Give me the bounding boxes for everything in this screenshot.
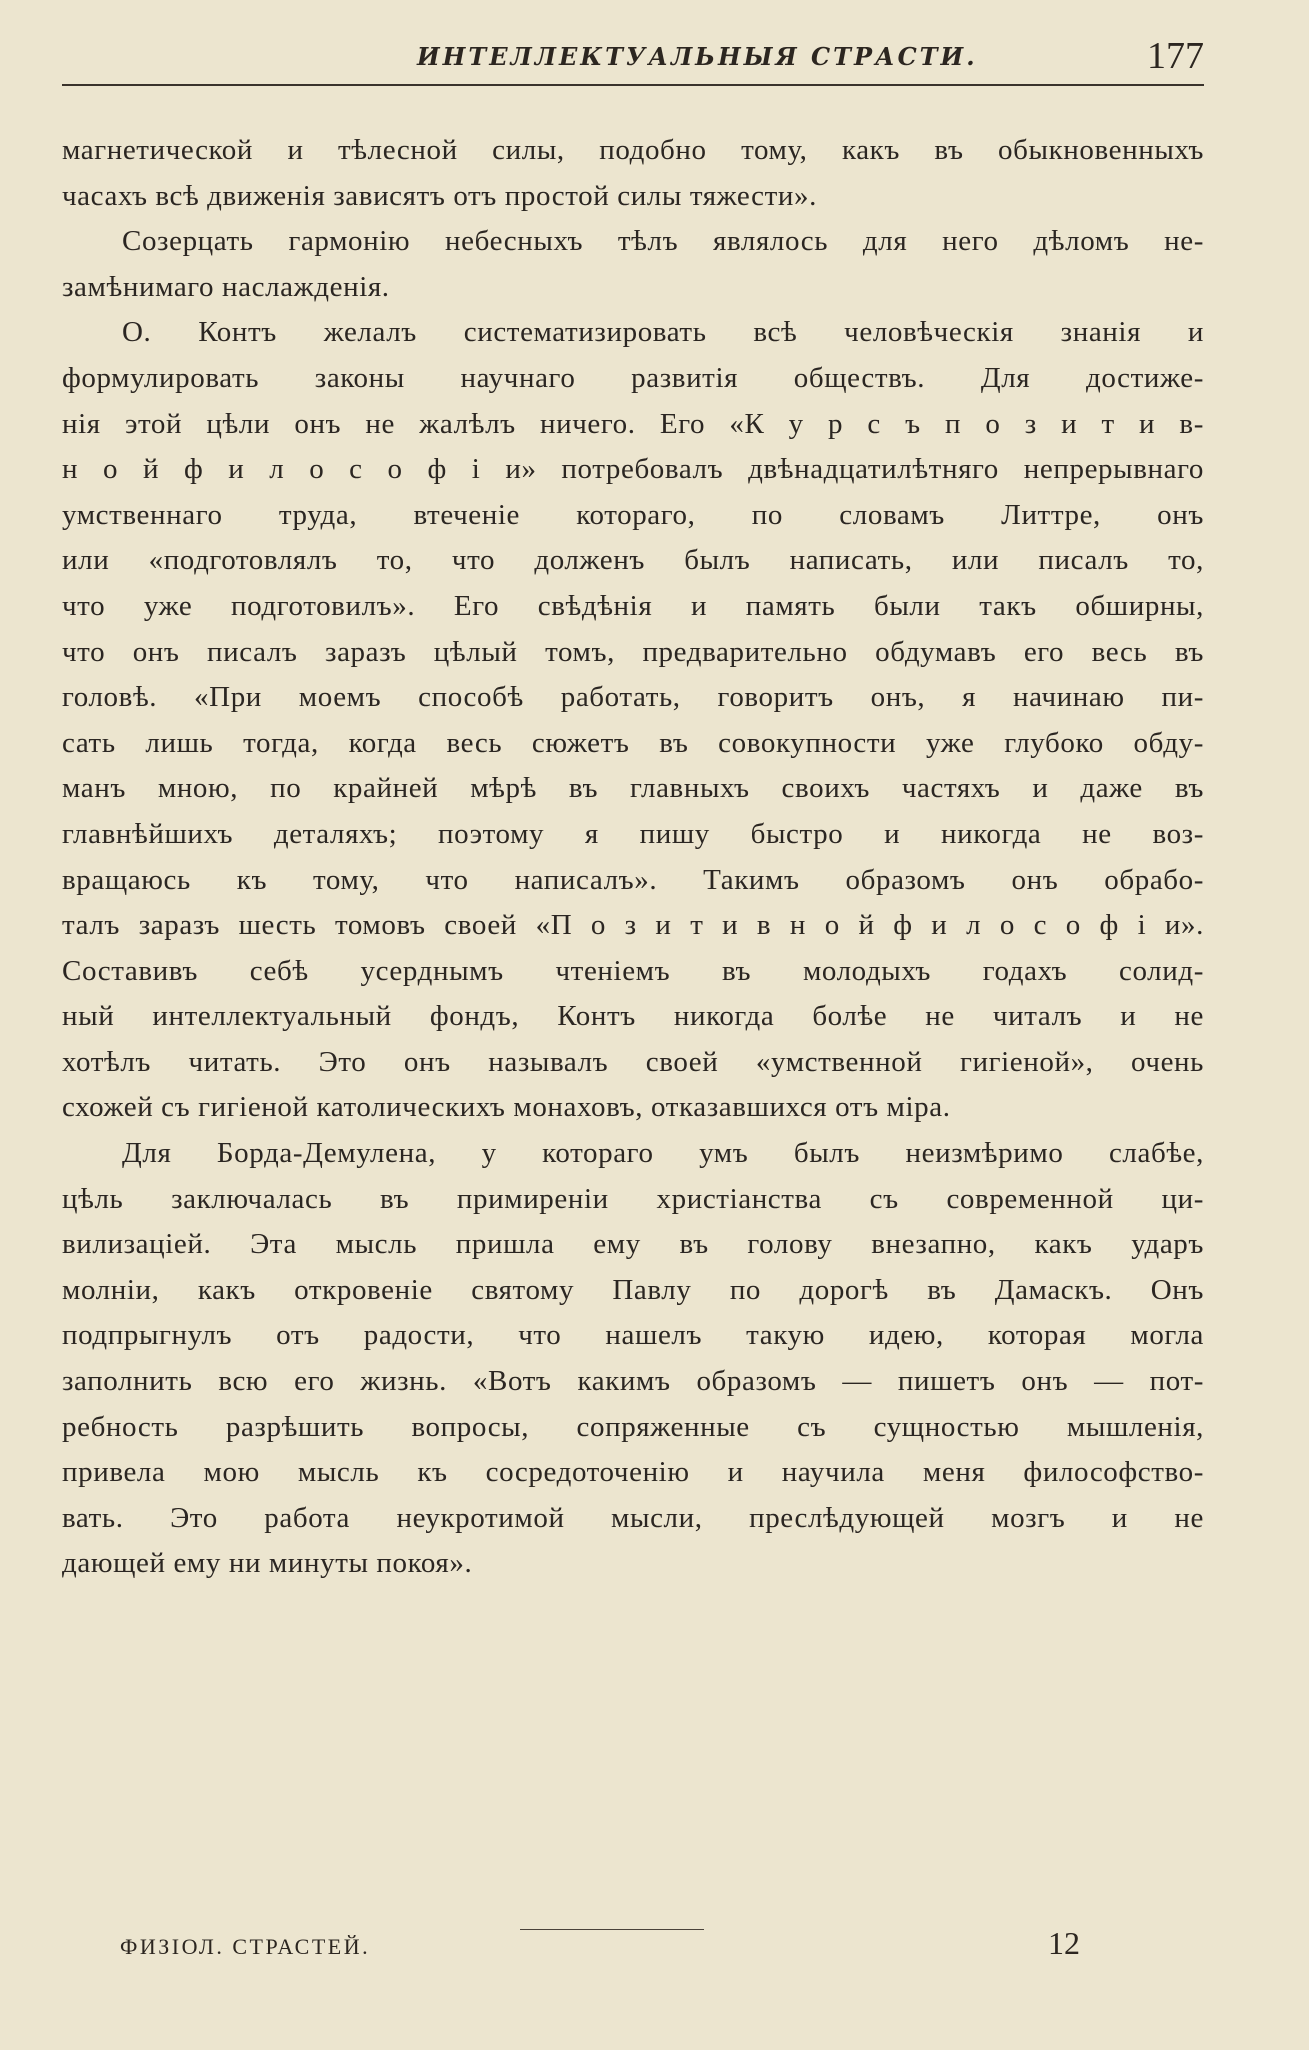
page-number: 177 [1147, 35, 1204, 77]
paragraph-first-line: Для Борда-Демулена, у котораго умъ былъ неизмѣримо слабѣе, [122, 1137, 1204, 1170]
text-line: схожей съ гигіеной католическихъ монаховъ, отказавшихся отъ міра. [62, 1091, 951, 1124]
body-text [62, 128, 1204, 1587]
text-line: нія этой цѣли онъ не жалѣлъ ничего. Его «К у р с ъ п о з и т и в- [62, 407, 1204, 440]
text-line: Составивъ себѣ усерднымъ чтеніемъ въ молодыхъ годахъ солид- [62, 954, 1204, 987]
text-line: ный интеллектуальный фондъ, Контъ никогда болѣе не читалъ и не [62, 1000, 1204, 1033]
text-line: или «подготовлялъ то, что долженъ былъ написать, или писалъ то, [62, 544, 1204, 577]
text-line: н о й ф и л о с о ф і и» потребовалъ двѣнадцатилѣтняго непрерывнаго [62, 453, 1204, 486]
text-line: что онъ писалъ заразъ цѣлый томъ, предварительно обдумавъ его весь въ [62, 635, 1204, 668]
text-line: хотѣлъ читать. Это онъ называлъ своей «умственной гигіеной», очень [62, 1045, 1204, 1078]
text-line: подпрыгнулъ отъ радости, что нашелъ такую идею, которая могла [62, 1319, 1204, 1352]
text-line: умственнаго труда, втеченіе котораго, по словамъ Литтре, онъ [62, 498, 1204, 531]
text-line: дающей ему ни минуты покоя». [62, 1547, 473, 1580]
text-line: магнетической и тѣлесной силы, подобно тому, какъ въ обыкновенныхъ [62, 134, 1204, 166]
text-line: заполнить всю его жизнь. «Вотъ какимъ образомъ — пишетъ онъ — пот- [62, 1365, 1204, 1398]
sheet-signature: ФИЗІОЛ. СТРАСТЕЙ. [120, 1934, 371, 1959]
text-line: ребность разрѣшить вопросы, сопряженные съ сущностью мышленія, [62, 1410, 1204, 1443]
text-line: главнѣйшихъ деталяхъ; поэтому я пишу быстро и никогда не воз- [62, 817, 1204, 850]
paragraph-first-line: Созерцать гармонію небесныхъ тѣлъ являлось для него дѣломъ не- [122, 225, 1204, 258]
paragraph-first-line: О. Контъ желалъ систематизировать всѣ человѣческія знанія и [122, 316, 1204, 349]
text-line: часахъ всѣ движенія зависятъ отъ простой силы тяжести». [62, 179, 817, 212]
text-line: что уже подготовилъ». Его свѣдѣнія и память были такъ обширны, [62, 589, 1204, 622]
text-line: молніи, какъ откровеніе святому Павлу по дорогѣ въ Дамаскъ. Онъ [62, 1273, 1204, 1306]
sheet-number: 12 [1048, 1925, 1080, 1961]
text-line: формулировать законы научнаго развитія обществъ. Для достиже- [62, 361, 1204, 394]
text-line: замѣнимаго наслажденія. [62, 270, 390, 303]
text-line: вращаюсь къ тому, что написалъ». Такимъ образомъ онъ обрабо- [62, 863, 1204, 896]
text-line: привела мою мысль къ сосредоточенію и научила меня философство- [62, 1456, 1204, 1489]
text-line: сать лишь тогда, когда весь сюжетъ въ совокупности уже глубоко обду- [62, 726, 1204, 759]
text-line: головѣ. «При моемъ способѣ работать, говоритъ онъ, я начинаю пи- [62, 681, 1204, 714]
running-head [62, 34, 1204, 86]
text-line: талъ заразъ шесть томовъ своей «П о з и т и в н о й ф и л о с о ф і и». [62, 909, 1204, 942]
running-title: ИНТЕЛЛЕКТУАЛЬНЫЯ СТРАСТИ. [417, 42, 978, 71]
text-line: вать. Это работа неукротимой мысли, преслѣдующей мозгъ и не [62, 1501, 1204, 1534]
section-divider [520, 1929, 704, 1930]
text-line: манъ мною, по крайней мѣрѣ въ главныхъ своихъ частяхъ и даже въ [62, 772, 1204, 805]
text-line: вилизаціей. Эта мысль пришла ему въ голову внезапно, какъ ударъ [62, 1228, 1204, 1261]
text-line: цѣль заключалась въ примиреніи христіанства съ современной ци- [62, 1182, 1204, 1215]
